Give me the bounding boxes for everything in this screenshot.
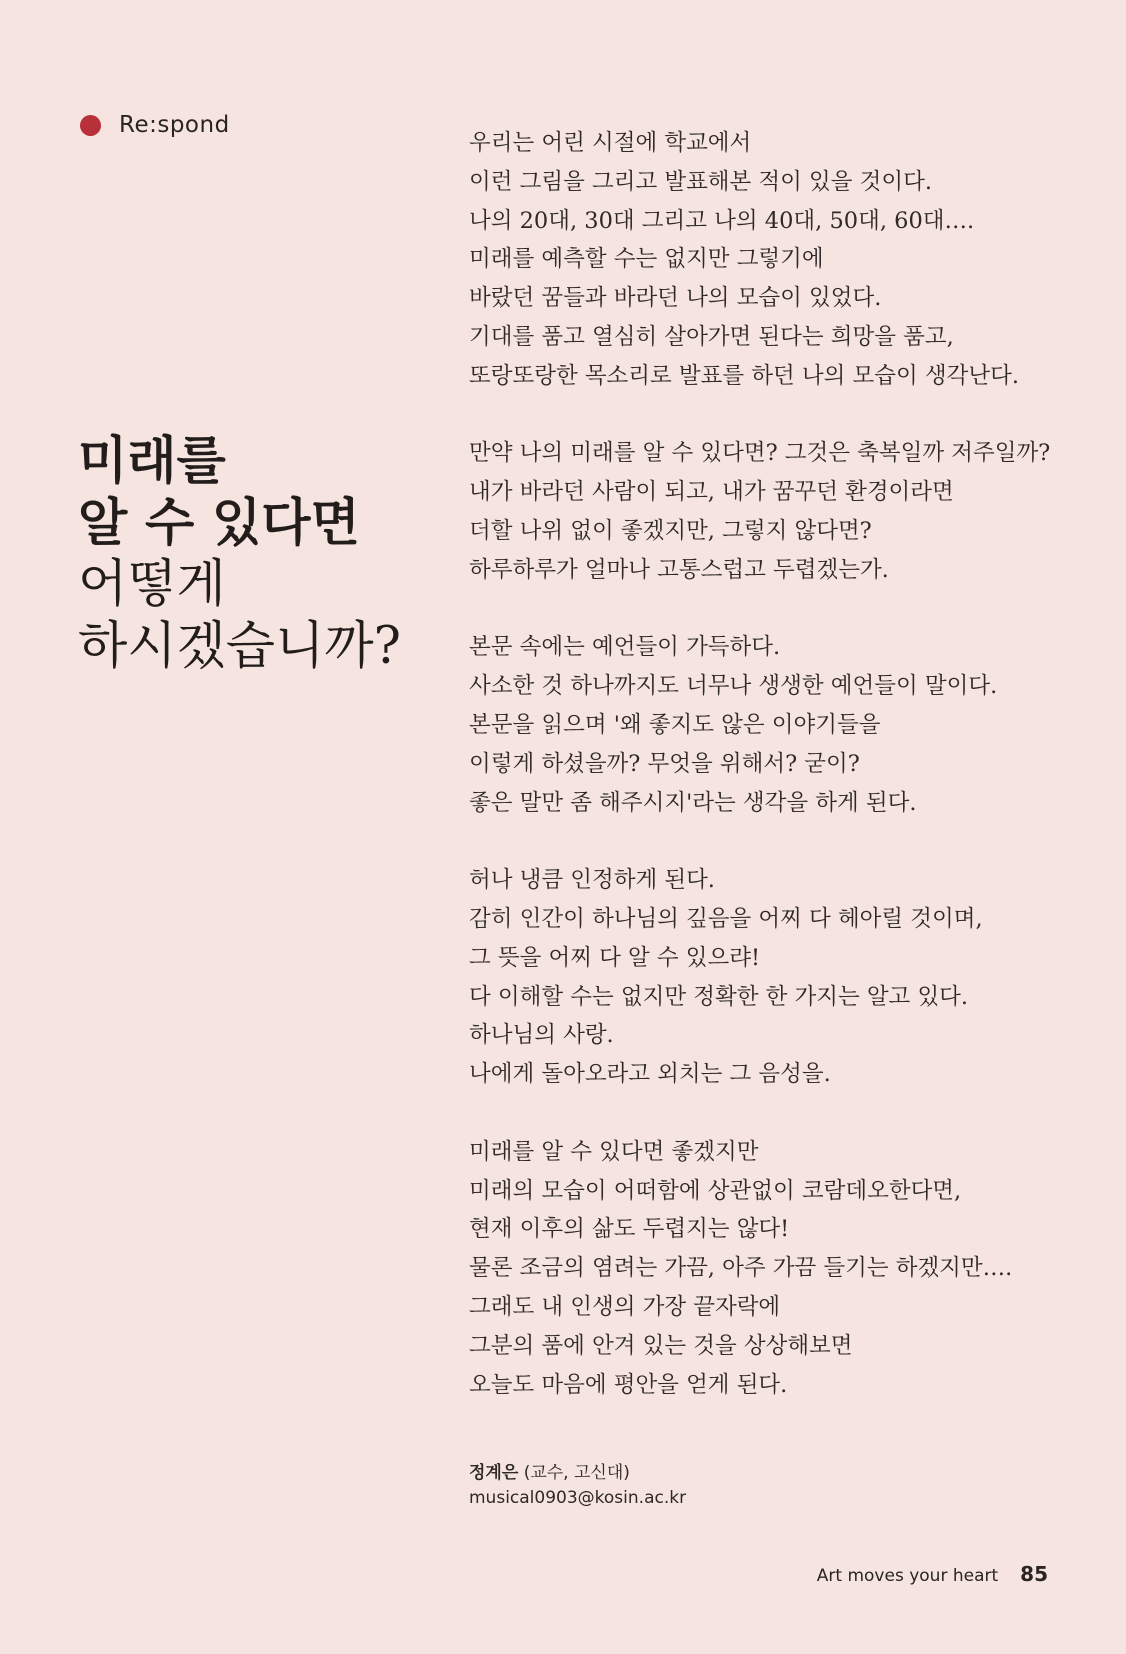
article-body xyxy=(469,124,1089,1443)
footer-tagline: Art moves your heart xyxy=(816,1566,999,1586)
page-footer xyxy=(817,1562,1048,1586)
text-line: 미래를 예측할 수는 없지만 그렇기에 xyxy=(469,246,824,273)
text-line: 우리는 어린 시절에 학교에서 xyxy=(469,130,752,156)
text-line: 현재 이후의 삶도 두렵지는 않다! xyxy=(469,1216,790,1243)
text-line: 하나님의 사랑. xyxy=(469,1022,614,1049)
text-line: 미래를 알 수 있다면 좋겠지만 xyxy=(469,1138,759,1165)
text-line: 기대를 품고 열심히 살아가면 된다는 희망을 품고, xyxy=(469,323,954,350)
text-line: 만약 나의 미래를 알 수 있다면? 그것은 축복일까 저주일까? xyxy=(469,440,1051,467)
author-name: 정계은 xyxy=(469,1463,519,1483)
text-line: 본문을 읽으며 '왜 좋지도 않은 이야기들을 xyxy=(469,711,881,738)
text-line: 감히 인간이 하나님의 깊음을 어찌 다 헤아릴 것이며, xyxy=(469,905,983,932)
author-credit xyxy=(469,1461,686,1511)
headline-line: 알 수 있다면 xyxy=(78,493,360,553)
text-line: 그래도 내 인생의 가장 끝자락에 xyxy=(469,1293,781,1320)
paragraph xyxy=(469,434,1089,589)
text-line: 그분의 품에 안겨 있는 것을 상상해보면 xyxy=(469,1332,853,1359)
text-line: 또랑또랑한 목소리로 발표를 하던 나의 모습이 생각난다. xyxy=(469,362,1019,389)
text-line: 이렇게 하셨을까? 무엇을 위해서? 굳이? xyxy=(469,750,860,777)
section-tag xyxy=(80,112,230,138)
page-number: 85 xyxy=(1020,1562,1048,1586)
text-line: 나의 20대, 30대 그리고 나의 40대, 50대, 60대…. xyxy=(469,207,975,234)
paragraph xyxy=(469,124,1089,396)
section-label: Re:spond xyxy=(119,112,230,138)
text-line: 나에게 돌아오라고 외치는 그 음성을. xyxy=(469,1061,831,1088)
author-line xyxy=(469,1461,686,1486)
text-line: 허나 냉큼 인정하게 된다. xyxy=(469,867,715,894)
paragraph xyxy=(469,861,1089,1094)
headline-line: 하시겠습니까? xyxy=(78,617,401,676)
text-line: 오늘도 마음에 평안을 얻게 된다. xyxy=(469,1371,788,1398)
author-email[interactable]: musical0903@kosin.ac.kr xyxy=(469,1488,687,1508)
author-affiliation: (교수, 고신대) xyxy=(523,1463,630,1483)
text-line: 미래의 모습이 어떠함에 상관없이 코람데오한다면, xyxy=(469,1177,962,1204)
text-line: 그 뜻을 어찌 다 알 수 있으랴! xyxy=(469,944,761,971)
text-line: 더할 나위 없이 좋겠지만, 그렇지 않다면? xyxy=(469,517,872,544)
text-line: 바랐던 꿈들과 바라던 나의 모습이 있었다. xyxy=(469,285,882,312)
headline xyxy=(78,430,418,678)
text-line: 본문 속에는 예언들이 가득하다. xyxy=(469,634,781,661)
paragraph xyxy=(469,1133,1089,1405)
text-line: 내가 바라던 사람이 되고, 내가 꿈꾸던 환경이라면 xyxy=(469,479,954,506)
text-line: 좋은 말만 좀 해주시지'라는 생각을 하게 된다. xyxy=(469,789,917,816)
text-line: 사소한 것 하나까지도 너무나 생생한 예언들이 말이다. xyxy=(469,673,998,700)
text-line: 다 이해할 수는 없지만 정확한 한 가지는 알고 있다. xyxy=(469,983,969,1010)
headline-line: 미래를 xyxy=(78,431,226,491)
text-line: 물론 조금의 염려는 가끔, 아주 가끔 들기는 하겠지만…. xyxy=(469,1255,1013,1282)
headline-line: 어떻게 xyxy=(78,555,226,614)
text-line: 이런 그림을 그리고 발표해본 적이 있을 것이다. xyxy=(469,168,933,195)
paragraph xyxy=(469,628,1089,822)
red-dot-icon xyxy=(80,115,101,136)
text-line: 하루하루가 얼마나 고통스럽고 두렵겠는가. xyxy=(469,556,889,583)
